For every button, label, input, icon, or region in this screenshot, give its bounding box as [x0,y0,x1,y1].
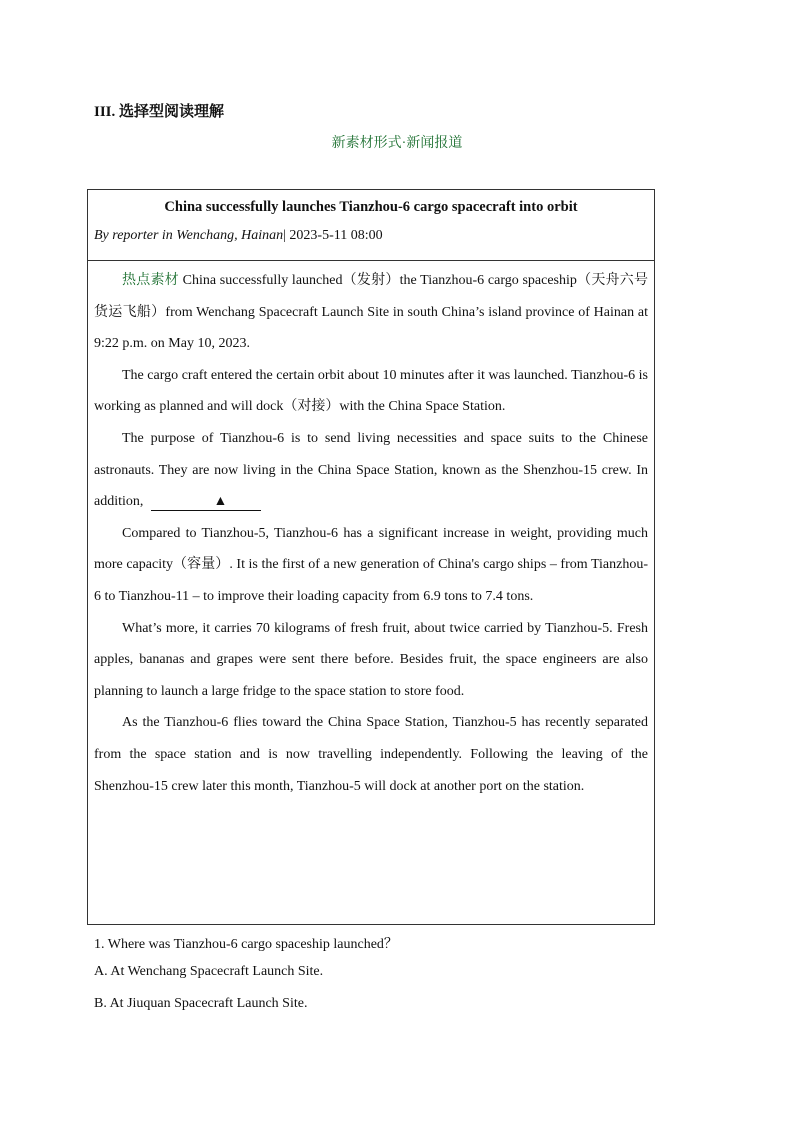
option-a: A. At Wenchang Spacecraft Launch Site. [94,964,324,979]
hot-material-tag: 热点素材 [122,273,179,288]
byline-date: | 2023-5-11 08:00 [283,228,383,243]
paragraph-2: The cargo craft entered the certain orbit about 10 minutes after it was launched. Tianzhou-6 is working as planned and will dock（对接）with the China Space Station. [94,367,648,415]
option-b: B. At Jiuquan Spacecraft Launch Site. [94,996,308,1011]
article-header [88,190,654,261]
paragraph-6: As the Tianzhou-6 flies toward the China Space Station, Tianzhou-5 has recently separated from the space station and is now travelling independently. Following the leaving of the Shenzhou-15 crew later this month, Tianzhou-5 will dock at another port on the station. [94,715,648,794]
article-byline [88,228,654,244]
section-subtitle: 新素材形式·新闻报道 [331,136,463,151]
answer-blank: ▲ [151,494,261,511]
byline-reporter: By reporter in Wenchang, Hainan [94,228,284,243]
question-1: 1. Where was Tianzhou-6 cargo spaceship launched？ [94,937,398,952]
paragraph-1 [94,265,648,360]
article-body [88,261,654,802]
paragraph-5: What’s more, it carries 70 kilograms of fresh fruit, about twice carried by Tianzhou-5. Fresh apples, bananas and grapes were sent there before. Besides fruit, the space engineers are also planning to launch a large fridge to the space station to store food. [94,620,648,699]
paragraph-3 [94,423,648,518]
paragraph-4: Compared to Tianzhou-5, Tianzhou-6 has a significant increase in weight, providing much more capacity（容量）. It is the first of a new generation of China's cargo ships – from Tianzhou-6 to Tianzhou-11 – to improve their loading capacity from 6.9 tons to 7.4 tons. [94,525,648,604]
paragraph-3-text: The purpose of Tianzhou-6 is to send living necessities and space suits to the Chinese astronauts. They are now living in the China Space Station, known as the Shenzhou-15 crew. In addition, [94,430,648,510]
article-headline: China successfully launches Tianzhou-6 cargo spacecraft into orbit [164,199,578,215]
article-box [87,189,655,925]
paragraph-1-text: China successfully launched（发射）the Tianzhou-6 cargo spaceship（天舟六号货运飞船）from Wenchang Spacecraft Launch Site in south China’s island province of Hainan at 9:22 p.m. on May 10, 2023. [94,273,648,352]
section-title: III. 选择型阅读理解 [94,104,225,120]
